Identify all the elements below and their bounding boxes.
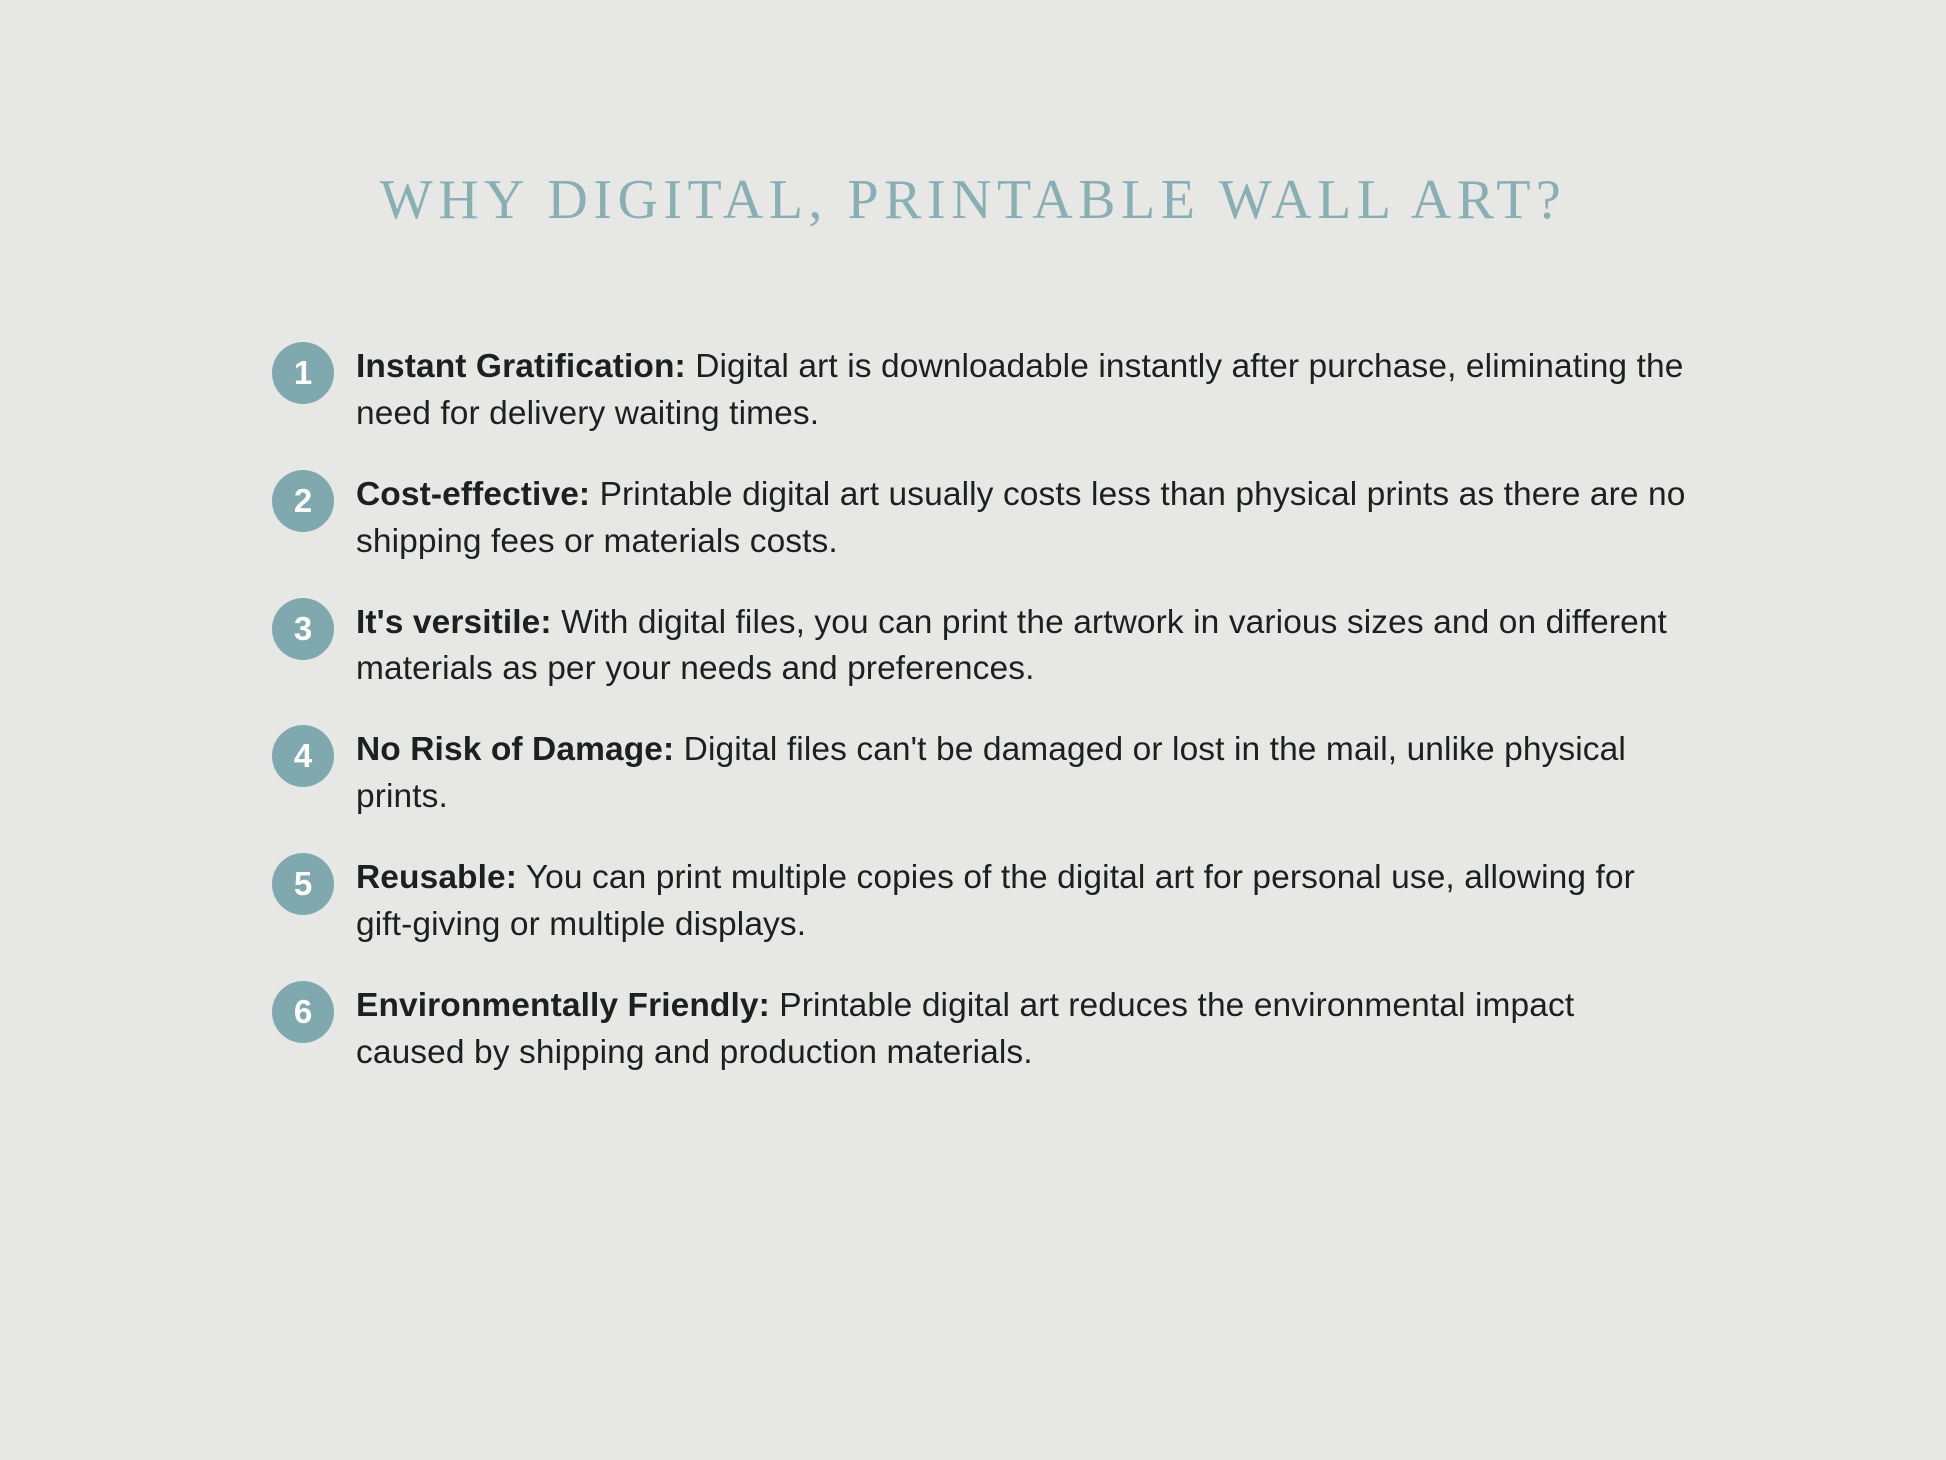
list-item [272, 723, 1692, 821]
list-item-lead: No Risk of Damage: [356, 731, 675, 769]
benefits-list [272, 340, 1692, 1107]
list-item-body: Digital files can't be damaged or lost in the mail, unlike physical prints. [356, 731, 1626, 816]
list-item-lead: Environmentally Friendly: [356, 986, 770, 1024]
page-title: WHY DIGITAL, PRINTABLE WALL ART? [379, 169, 1567, 231]
list-item [272, 979, 1692, 1077]
list-item [272, 596, 1692, 694]
list-item-body: Printable digital art reduces the environmental impact caused by shipping and production materials. [356, 986, 1575, 1071]
list-item-body: With digital files, you can print the artwork in various sizes and on different materials as per your needs and preferences. [356, 603, 1667, 688]
list-item [272, 340, 1692, 438]
list-item-body: Printable digital art usually costs less than physical prints as there are no shipping fees or materials costs. [356, 475, 1686, 560]
list-item-number-badge: 2 [272, 470, 334, 532]
list-item-text [356, 468, 1692, 566]
list-item-body: You can print multiple copies of the digital art for personal use, allowing for gift-giving or multiple displays. [356, 859, 1635, 944]
list-item-text [356, 723, 1692, 821]
list-item-number-badge: 1 [272, 342, 334, 404]
list-item-number-badge: 3 [272, 598, 334, 660]
list-item-number-badge: 6 [272, 981, 334, 1043]
list-item-text [356, 851, 1692, 949]
list-item-lead: Instant Gratification: [356, 348, 686, 385]
list-item [272, 851, 1692, 949]
list-item-lead: Cost-effective: [356, 475, 591, 513]
list-item-text [356, 340, 1692, 438]
list-item-text [356, 596, 1692, 694]
list-item-lead: It's versitile: [356, 603, 552, 641]
list-item-number-badge: 5 [272, 853, 334, 915]
list-item-lead: Reusable: [356, 859, 518, 897]
list-item-body: Digital art is downloadable instantly after purchase, eliminating the need for delivery waiting times. [356, 348, 1684, 432]
list-item-text [356, 979, 1692, 1077]
list-item [272, 468, 1692, 566]
list-item-number-badge: 4 [272, 725, 334, 787]
